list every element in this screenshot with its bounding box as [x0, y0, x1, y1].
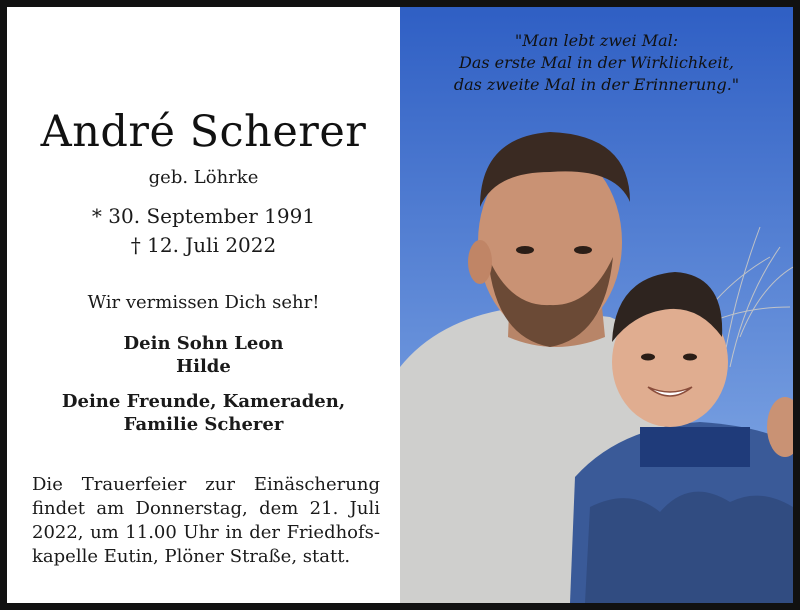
funeral-service-notice	[32, 473, 380, 569]
notice-line: 2022, um 11.00 Uhr in der Friedhofs-	[32, 522, 380, 543]
mourner-line: Hilde	[176, 356, 231, 377]
birth-name: geb. Löhrke	[148, 167, 259, 188]
mourner-line: Familie Scherer	[123, 414, 284, 435]
boy-jacket-pattern	[585, 492, 793, 603]
mourners-list	[7, 332, 400, 448]
notice-line: kapelle Eutin, Plöner Straße, statt.	[32, 546, 351, 567]
mourner-group	[7, 332, 400, 378]
mourner-group	[7, 390, 400, 436]
mourner-line: Deine Freunde, Kameraden,	[61, 391, 346, 412]
memorial-quote	[400, 30, 793, 96]
quote-line: das zweite Mal in der Erinnerung."	[453, 75, 740, 94]
man-eye	[574, 246, 592, 254]
mourner-line: Dein Sohn Leon	[123, 333, 284, 354]
deceased-name: André Scherer	[40, 107, 367, 157]
quote-line: Das erste Mal in der Wirklichkeit,	[459, 53, 734, 72]
boy-shirt-stripes	[640, 427, 750, 467]
notice-line: Die Trauerfeier zur Einäscherung	[32, 474, 380, 495]
obituary-text-panel	[7, 7, 400, 603]
life-dates	[7, 202, 400, 260]
man-eye	[516, 246, 534, 254]
boy-eye	[641, 354, 655, 361]
memorial-photo	[400, 7, 793, 603]
notice-line: findet am Donnerstag, dem 21. Juli	[32, 498, 380, 519]
farewell-line: Wir vermissen Dich sehr!	[87, 292, 320, 313]
man-ear	[468, 240, 492, 284]
quote-line: "Man lebt zwei Mal:	[514, 31, 679, 50]
boy-eye	[683, 354, 697, 361]
birth-date: * 30. September 1991	[91, 204, 316, 228]
death-date: † 12. Juli 2022	[130, 233, 277, 257]
